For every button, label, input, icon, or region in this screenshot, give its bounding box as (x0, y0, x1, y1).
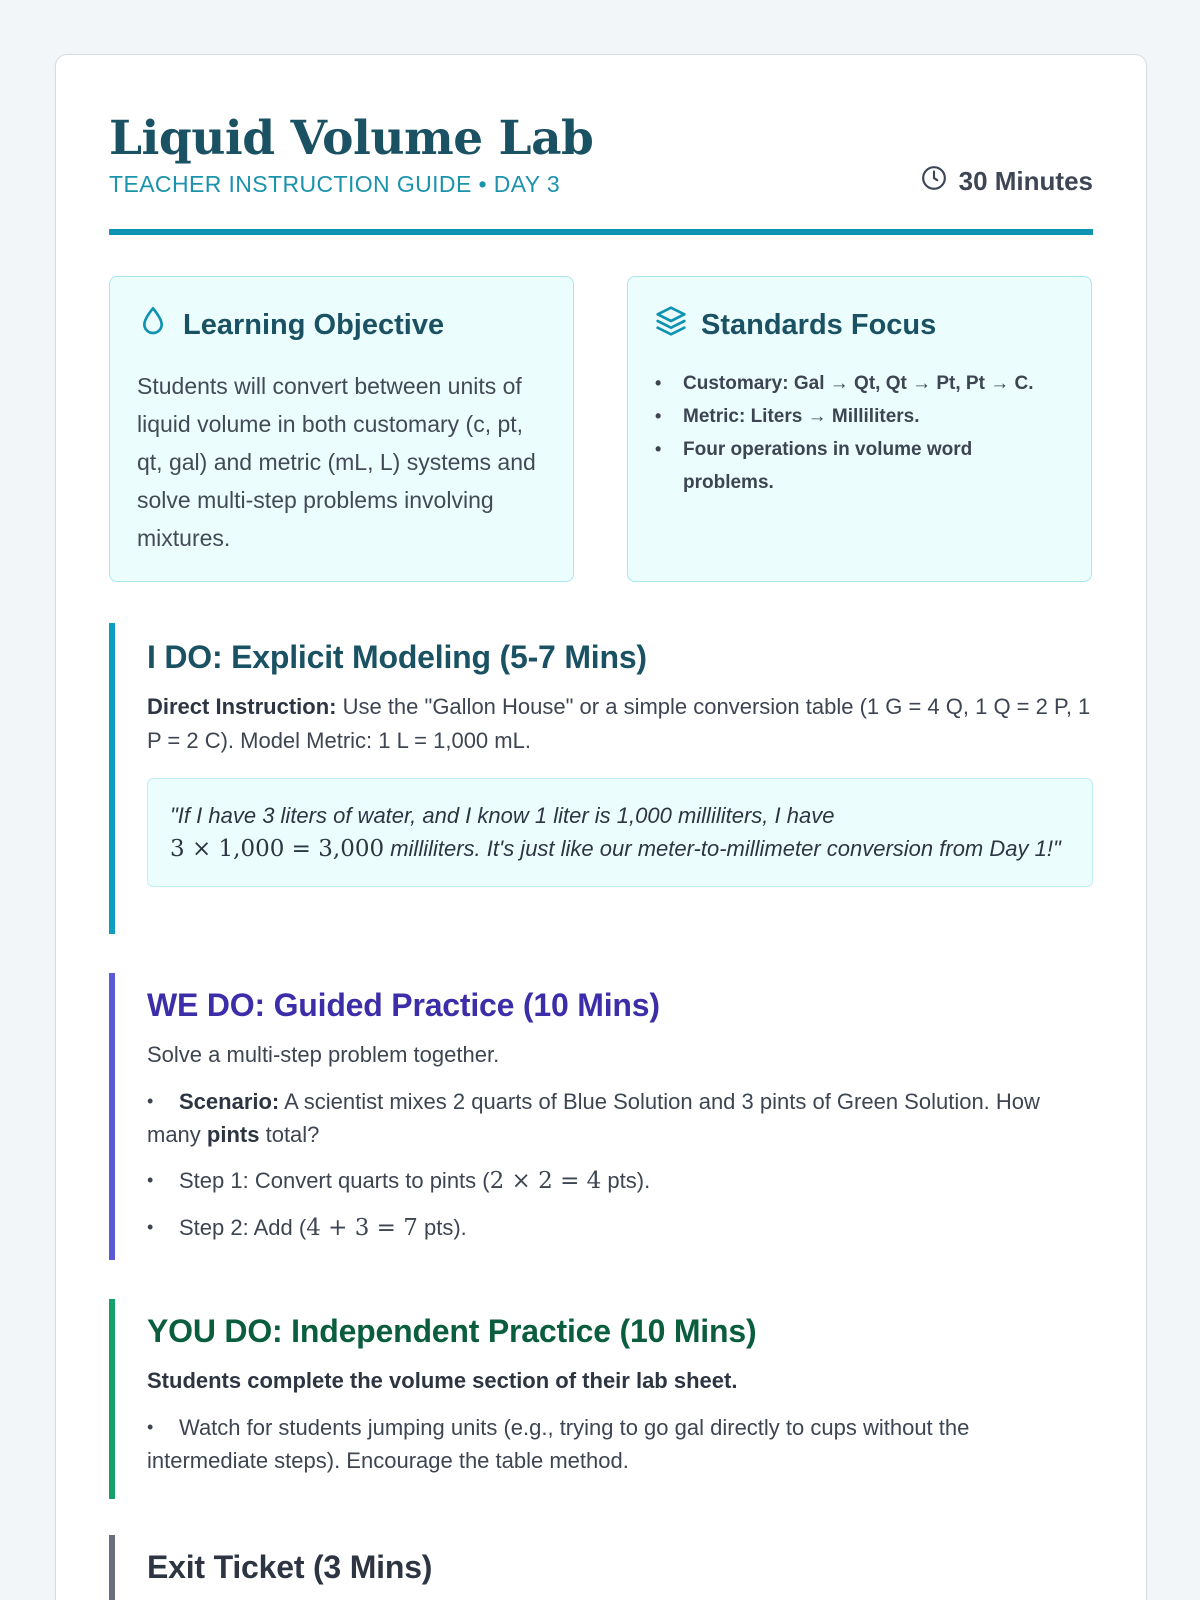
list-item: • Watch for students jumping units (e.g., trying to go gal directly to cups without the intermediate steps). Encourage the table method. (147, 1411, 1093, 1477)
standards-list (655, 367, 1064, 499)
step-math: 2 × 2 = 4 (489, 1168, 602, 1194)
step-math: 4 + 3 = 7 (306, 1215, 418, 1241)
clock-icon (921, 165, 947, 198)
scenario-bold: pints (206, 1122, 260, 1147)
list-item: • Metric: Liters → Milliliters. (655, 400, 1064, 433)
you-do-intro: Students complete the volume section of their lab sheet. (147, 1368, 738, 1393)
scenario-text: total? (259, 1122, 320, 1147)
i-do-title: I DO: Explicit Modeling (5-7 Mins) (147, 639, 647, 675)
we-do-list (147, 1085, 1093, 1245)
scenario-text: A scientist mixes 2 quarts of Blue Solution and 3 pints of Green Solution. How many (147, 1089, 1040, 1147)
step-text: pts). (417, 1215, 467, 1240)
learning-objective-title: Learning Objective (183, 308, 445, 341)
list-item (147, 1164, 1093, 1198)
we-do-title: WE DO: Guided Practice (10 Mins) (147, 987, 660, 1023)
i-do-instruction (147, 690, 1093, 758)
step-text: pts). (601, 1168, 651, 1193)
you-do-title: YOU DO: Independent Practice (10 Mins) (147, 1313, 757, 1349)
learning-objective-box (109, 276, 574, 582)
duration-text: 30 Minutes (958, 166, 1093, 196)
list-item (147, 1085, 1093, 1151)
duration-badge (921, 165, 1093, 198)
exit-ticket-section (109, 1535, 1093, 1600)
quote-math: 3 × 1,000 = 3,000 (170, 836, 385, 862)
page-title: Liquid Volume Lab (109, 111, 594, 166)
layers-icon (655, 305, 687, 345)
list-item (147, 1211, 1093, 1245)
quote-text: "If I have 3 liters of water, and I know 1 liter is 1,000 milliliters, I have (170, 803, 835, 828)
quote-text: milliliters. It's just like our meter-to-millimeter conversion from Day 1!" (384, 836, 1061, 861)
exit-ticket-title: Exit Ticket (3 Mins) (147, 1549, 433, 1585)
modeling-quote (147, 778, 1093, 887)
step-text: Step 2: Add ( (179, 1215, 307, 1240)
lesson-header (109, 111, 1093, 235)
instruction-lead: Direct Instruction: (147, 694, 337, 719)
list-item: • Customary: Gal → Qt, Qt → Pt, Pt → C. (655, 367, 1064, 400)
i-do-section (109, 623, 1093, 934)
step-text: Step 1: Convert quarts to pints ( (179, 1168, 490, 1193)
learning-objective-text: Students will convert between units of liquid volume in both customary (c, pt, qt, gal) and metric (mL, L) systems and solve multi-step problems involving mixtures. (137, 373, 536, 551)
standards-focus-title: Standards Focus (701, 308, 937, 341)
you-do-section (109, 1299, 1093, 1499)
list-item: • Four operations in volume word problems. (655, 433, 1064, 499)
scenario-lead: Scenario: (179, 1089, 280, 1114)
standards-focus-box (627, 276, 1092, 582)
page-subtitle: TEACHER INSTRUCTION GUIDE • DAY 3 (109, 171, 561, 197)
we-do-section (109, 973, 1093, 1260)
lesson-card (55, 54, 1147, 1600)
you-do-list (147, 1411, 1093, 1477)
we-do-intro: Solve a multi-step problem together. (147, 1042, 500, 1067)
instruction-text: Use the "Gallon House" or a simple conversion table (1 G = 4 Q, 1 Q = 2 P, 1 P = 2 C). Model Metric: 1 L = 1,000 mL. (147, 694, 1091, 753)
droplet-icon (137, 305, 169, 345)
